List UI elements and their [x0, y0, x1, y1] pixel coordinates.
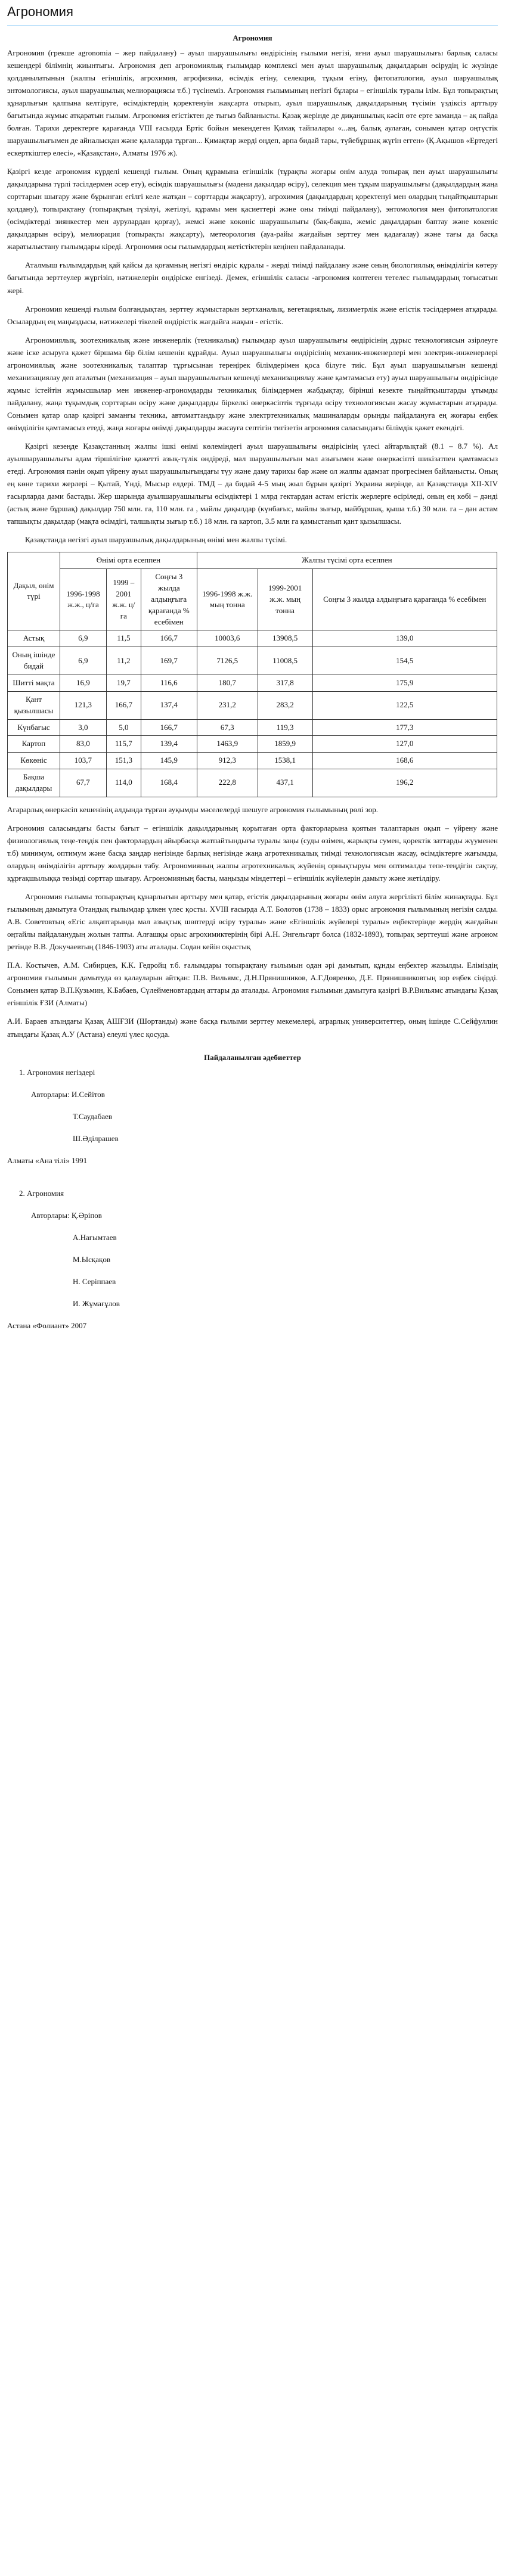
table-cell: 222,8: [197, 769, 258, 797]
table-cell: 67,7: [60, 769, 106, 797]
table-header-harvest: Жалпы түсімі орта есеппен: [197, 552, 497, 569]
reference-item: [7, 1187, 498, 1332]
table-cell: 175,9: [312, 675, 497, 692]
crops-table: [7, 552, 497, 797]
table-cell-crop: Картоп: [8, 736, 60, 753]
table-cell: 180,7: [197, 675, 258, 692]
table-cell: 3,0: [60, 719, 106, 736]
paragraph: Қазіргі кезеңде Қазақстанның жалпы ішкі өнімі көлеміндегі ауыл шаруашылығы өндірісінің үлесі айтарлықтай (8.1 – 8.7 %). Ал ауылшаруашылығы адам тіршілігіне қажетті азық-түлік өндіреді, мал шаруашылығын мал азығымен және өнеркәсіпті шикізатпен қамтамасыз етеді. Агрономия пәнін оқып үйрену ауыл шаруашылығындағы түу және даму тарихы бар және ол жалпы адамзат прогресімен байланысты. Оның ең көне тарихи жерлері – Қытай, Үнді, Мысыр елдері. ТМД – да бидай 4-5 мың жыл бұрын қазіргі Украина жерінде, ал Қазақстанда XII-XIV ғасырларда дами бастады. Жер шарында ауылшаруашылығы өсімдіктері 1 млрд гектардан астам егістік жерлерге өсіріледі, оның ең көбі – дәнді (астық және бұршақ) дақылдар 750 млн. га, 110 млн. га , майлы дақылдар (күнбағыс, майлы зығыр, майбұршақ, қыша т.б.) 30 млн. га – дән астам тапшықты дақылдар (мақта өсімдігі, талшықты зығыр т.б.) 18 млн. га картоп, 3.5 млн га қамыстанып қант қызылшасы.: [7, 442, 498, 526]
table-cell: 437,1: [258, 769, 312, 797]
table-row: [8, 719, 497, 736]
table-cell: 139,0: [312, 630, 497, 647]
table-body: [8, 630, 497, 797]
paragraph: Агрономия ғылымы топырақтың құнарлығын арттыру мен қатар, егістік дақылдарының жоғары өнім алуға жергілікті білім жинақтады. Бұл ғылымның дамытуға Отандық ғылымдар ұлкен үлес қосты. XVIII ғасырда А.Т. Болотов (1738 – 1833) орыс агрономия ғылымының негізін салды. А.В. Советовтың «Егіс алқаптарында мал азықтық шөптерді өсіру туралы» және «Егіншілік жүйелері туралы» еңбектерінде жердің жағдайын оңтайлы пайдаланудың жолын тапты. Алғашқы орыс агрохимиктерінің бірі А.Н. Энгельгарт болса (1832-1893), топырақ зерттеуші және агроном ретінде В.В. Докучаевтың (1846-1903) аты аталады. Содан кейін оқыстық: [7, 892, 498, 952]
table-cell: 166,7: [141, 630, 197, 647]
table-cell-crop: Оның ішінде бидай: [8, 647, 60, 675]
table-cell: 912,3: [197, 753, 258, 769]
table-cell: 137,4: [141, 691, 197, 719]
center-heading: Агрономия: [233, 33, 272, 42]
table-cell: 154,5: [312, 647, 497, 675]
paragraph: П.А. Костычев, А.М. Сибирцев, К.К. Гедройц т.б. ғалымдары топырақтану ғылымын одан әрі дамытып, құнды еңбектер жазылды. Еліміздің агрономия ғылымын дамытуда өз қалауларын айтқан: П.В. Вильямс, Д.Н.Прянишников, А.Г.Дояренко, Д.Е. Прянишниковтың зор еңбек сіңірді. Сонымен қатар В.П.Кузьмин, К.Бабаев, Сүлейменовтардың аттары да аталады. Агрономия ғылымын дамытуға қазіргі В.Р.Вильямс атындағы Қазақ егіншілік ҒЗИ (Алматы): [7, 961, 498, 1008]
table-subheader: 1996-1998 ж.ж. мың тонна: [197, 569, 258, 630]
table-cell: 283,2: [258, 691, 312, 719]
table-row: [8, 769, 497, 797]
table-cell: 119,3: [258, 719, 312, 736]
table-cell: 19,7: [106, 675, 141, 692]
table-caption: Қазақстанда негізгі ауыл шаруашылық дақылдарының өнімі мен жалпы түсімі.: [25, 535, 287, 545]
table-cell: 177,3: [312, 719, 497, 736]
table-cell: 1859,9: [258, 736, 312, 753]
paragraph: Агрономия кешенді ғылым болғандықтан, зерттеу жұмыстарын зертханалық, вегетациялық, лизиметрлік және егістік тәсілдермен атқарады. Осылардың ең маңыздысы, нәтижелері тікелей өндірістік жағдайға жақын - егістік.: [7, 304, 498, 326]
table-cell: 151,3: [106, 753, 141, 769]
table-header-yield: Өнімі орта есеппен: [60, 552, 197, 569]
table-cell-crop: Астық: [8, 630, 60, 647]
table-row: [8, 753, 497, 769]
table-cell: 103,7: [60, 753, 106, 769]
table-cell: 115,7: [106, 736, 141, 753]
table-cell: 11,5: [106, 630, 141, 647]
table-cell: 122,5: [312, 691, 497, 719]
table-cell: 166,7: [141, 719, 197, 736]
table-cell-crop: Көкөніс: [8, 753, 60, 769]
table-subheader: 1999-2001 ж.ж. мың тонна: [258, 569, 312, 630]
table-cell: 83,0: [60, 736, 106, 753]
table-cell: 11008,5: [258, 647, 312, 675]
reference-imprint: Астана «Фолиант» 2007: [7, 1321, 87, 1331]
paragraph: Агарарлық өнеркәсіп кешенінің алдында тұрған ауқымды мәселелерді шешуге агрономия ғылымының рөлі зор.: [7, 804, 378, 814]
reference-coauthor: А.Нағымтаев: [73, 1232, 117, 1242]
table-cell-crop: Қант қызылшасы: [8, 691, 60, 719]
table-subheader: Соңғы 3 жылда алдыңғыға қарағанда % есебімен: [141, 569, 197, 630]
table-cell: 1463,9: [197, 736, 258, 753]
table-cell: 121,3: [60, 691, 106, 719]
table-subheader: 1996-1998 ж.ж., ц/га: [60, 569, 106, 630]
references-heading: Пайдаланылған әдебиеттер: [204, 1052, 301, 1062]
paragraph: Қазіргі кезде агрономия күрделі кешенді ғылым. Оның құрамына егіншілік (тұрақты жоғары өнім алуда топырақ пен ауыл шаруашылығы дақылдарына түрлі тәсілдермен әсер ету), өсімдік шаруашылығы (мәдени дақылдар өсіру), селекция мен тұқым шаруашылығы (дақылдардың жаңа сорттарын шығару және бұрынған егілгі келе жатқан – сорттарды жақсарту), агрохимия (дақылдардың қоректенуі мен олардың тыңайтқыштарын қолдану), топырақтану (топырақтың түзілуі, жетілуі, құрамы мен қасиеттері және оны тиімді пайдалану), энтомология мен фитопатология (өсімдіктерді зиянкестер мен аурулардан қорғау), жемсі және көкөніс шаруашылығы (бақ-бақша, жеміс дақылдарын баптау және көкеніс дақылдарын өсіру), мелиорация (топырақты жақсарту), метеорология (ауа-райы жағдайын зерттеу мен қадағалау) және тағы да басқа жаратылыстану ғылымдары кіреді. Агрономия осы ғылымдардың жетістіктерін кеңінен пайдаланады.: [7, 167, 498, 251]
reference-authors: Авторлары: И.Сейітов: [31, 1089, 105, 1099]
table-row: [8, 736, 497, 753]
table-cell-crop: Күнбағыс: [8, 719, 60, 736]
paragraph: Агрономия саласындағы басты бағыт – егіншілік дақылдарының қорытаған орта факторларына қоятын талаптарын оқып – үйрену және физиологиялық теңе-теңдік пен факторлардың айырбасқа жатпайтындығы туралы заңы (суды өзімен, жарықты сумен, қоректік заттарды жүуменен т.б) минимум, оптимум және басқа заңдар негізінде барлық негізінде жаңа агротехникалық тиімді технологиясын жасау, өсімдіктерге жағымды, олардың өнімділігін арттыру жолдарын табу. Агрономияның жалпы агротехникалық жүйенің орнықтыруы мен оптималды тепе-теңдігін сақтау, құрғақшылыққа төзімді сорттар шығару. Агрономияның басты, маңызды міндеттері – егіншілік жүйелерін дамыту және жетілдіру.: [7, 823, 498, 883]
table-cell: 10003,6: [197, 630, 258, 647]
paragraph: Агрономия (грекше agronomia – жер пайдалану) – ауыл шаруашылығы өндірісінің ғылыми негізі, яғни ауыл шаруашылығы барлық саласы кешендері білімнің жиынтығы. Агрономия деп агрономиялық ғылымдар комплексі мен ауыл шаруашылық дақылдарын өсірудің іс жүзінде қолданылатынын (жалпы егіншілік, агрохимия, агрофизика, өсімдік егіну, селекция, тұқым егіну, фитопатология, ауыл шаруашылық энтомологиясы, ауыл шаруашылық мелиорациясы т.б.) түсінеміз. Агрономия ғылымының негізгі бұлары – егіншілік туралы ілім. Бұл топырақтың құнарлығын қалпына келтіруге, өсімдіктердің қоректенуін жақсарта отырып, ауыл шаруашылық дақылдарының түсімін үздіксіз арттыру бағытында жұмыс атқаратын ғылым. Агрономия егістіктен де тығыз байланысты. Қазақ жерінде де диқаншылық кәсіп өте ерте заманда – ақ пайда болған. Тарихи деректерге қарағанда VIII ғасырда Ертіс бойын мекендеген Қимақ тайпалары «...аң, балық аулаған, сонымен қатар оңтүстік шаруашылығымен де айналысқан және қалаларда тұрған... Қимақтар жерді өңдеп, арпа бидай тары, түйебұршақ жүгін еғген» (Қ.Ақышов «Ертедегі ескерткіштер елесі», «Қазақстан», Алматы 1976 ж).: [7, 48, 498, 158]
table-subheader: Соңғы 3 жылда алдыңғыға қарағанда % есебімен: [312, 569, 497, 630]
table-header-crop: Дақыл, өнім түрі: [8, 552, 60, 630]
reference-coauthor: И. Жұмағұлов: [73, 1299, 120, 1309]
table-cell: 6,9: [60, 630, 106, 647]
table-cell: 6,9: [60, 647, 106, 675]
table-row: [8, 691, 497, 719]
table-cell: 231,2: [197, 691, 258, 719]
reference-coauthor: М.Ысқақов: [73, 1254, 110, 1264]
table-cell: 1538,1: [258, 753, 312, 769]
table-cell: 7126,5: [197, 647, 258, 675]
table-cell: 317,8: [258, 675, 312, 692]
table-cell: 11,2: [106, 647, 141, 675]
table-cell: 139,4: [141, 736, 197, 753]
table-subheader-row: [8, 569, 497, 630]
table-cell: 116,6: [141, 675, 197, 692]
reference-imprint: Алматы «Ана тілі» 1991: [7, 1155, 88, 1165]
table-cell: 168,4: [141, 769, 197, 797]
table-cell-crop: Шитті мақта: [8, 675, 60, 692]
reference-item: [7, 1066, 498, 1167]
table-row: [8, 630, 497, 647]
table-row: [8, 647, 497, 675]
table-cell: 16,9: [60, 675, 106, 692]
table-cell: 145,9: [141, 753, 197, 769]
table-cell: 169,7: [141, 647, 197, 675]
table-cell: 13908,5: [258, 630, 312, 647]
table-cell: 114,0: [106, 769, 141, 797]
table-cell-crop: Бақша дақылдары: [8, 769, 60, 797]
reference-coauthor: Т.Саудабаев: [73, 1111, 113, 1121]
reference-title: 2. Агрономия: [19, 1188, 64, 1198]
table-header-row: [8, 552, 497, 569]
table-cell: 166,7: [106, 691, 141, 719]
reference-coauthor: Ш.Әділрашев: [73, 1133, 119, 1143]
reference-coauthor: Н. Серіппаев: [73, 1277, 116, 1287]
paragraph: Агрономиялық, зоотехникалық және инженерлік (техникалық) ғылымдар ауыл шаруашылығы өндірісінің дұрыс технологиясын әзірлеуге және іске асыруға қажет біршама бір білім кешенін құрайды. Ауыл шаруашылығы өндірісінің механик-инженерлері мен электрик-инженерлері агрономиялық және зоотехникалық талаптар тұрғысынан тереңірек білімдерімен қоса білуге тиіс. Бұл ауыл шаруашылығын кешенді механизациялау деп аталатын (механизация – ауыл шаруашылығын кешенді механизациялау және қамтамасыз ету) ауыл шаруашылығы өндірісінде жұмыс істейтін жұмысшылар мен инженер-агрономдарды техникалық білімдермен жабдықтау, бірінші кезекте тыңайтқыштарды ұтымды пайдалану, жаңа тұқымдық сорттарын өсіру және дақылдарды біркелкі өнеркәсіптік тұрғыда өсіру технологиясын жасау жұмыстарын атқарады. Сонымен қатар олар қазіргі заманғы техника, автоматтандыру және электртехникалық машиналарды орынды пайдалануға ең жоғары еңбек өнімділігін қамтамасыз етеді, жаңа жоғары өнімді дақылдарды жасауға септігін тигізетін агрономия саласындағы білімдік қажет екендігі.: [7, 335, 498, 432]
table-cell: 67,3: [197, 719, 258, 736]
reference-authors: Авторлары: Қ.Әріпов: [31, 1210, 102, 1220]
table-subheader: 1999 – 2001 ж.ж. ц/га: [106, 569, 141, 630]
table-cell: 196,2: [312, 769, 497, 797]
references: [7, 1051, 498, 1332]
table-row: [8, 675, 497, 692]
table-cell: 5,0: [106, 719, 141, 736]
page-title: Агрономия: [7, 0, 498, 26]
paragraph: Аталмыш ғылымдардың қай қайсы да қоғамның негізгі өндіріс құралы - жерді тиімді пайдалану және оның биологиялық өнімділігін көтеру бағытында зерттеулер жүргізіп, нәтижелерін өндіріске енгізеді. Демек, егіншілік саласы -агрономия көптеген тетелес ғылымдардың тоғысатын жері.: [7, 260, 498, 295]
paragraph: А.И. Бараев атындағы Қазақ АШҒЗИ (Шортанды) және басқа ғылыми зерттеу мекемелері, аграрлық университеттер, оның ішінде С.Сейфуллин атындағы Қазақ А.У (Астана) елеулі үлес қосуда.: [7, 1017, 498, 1039]
reference-title: 1. Агрономия негіздері: [19, 1067, 95, 1077]
table-cell: 127,0: [312, 736, 497, 753]
table-cell: 168,6: [312, 753, 497, 769]
